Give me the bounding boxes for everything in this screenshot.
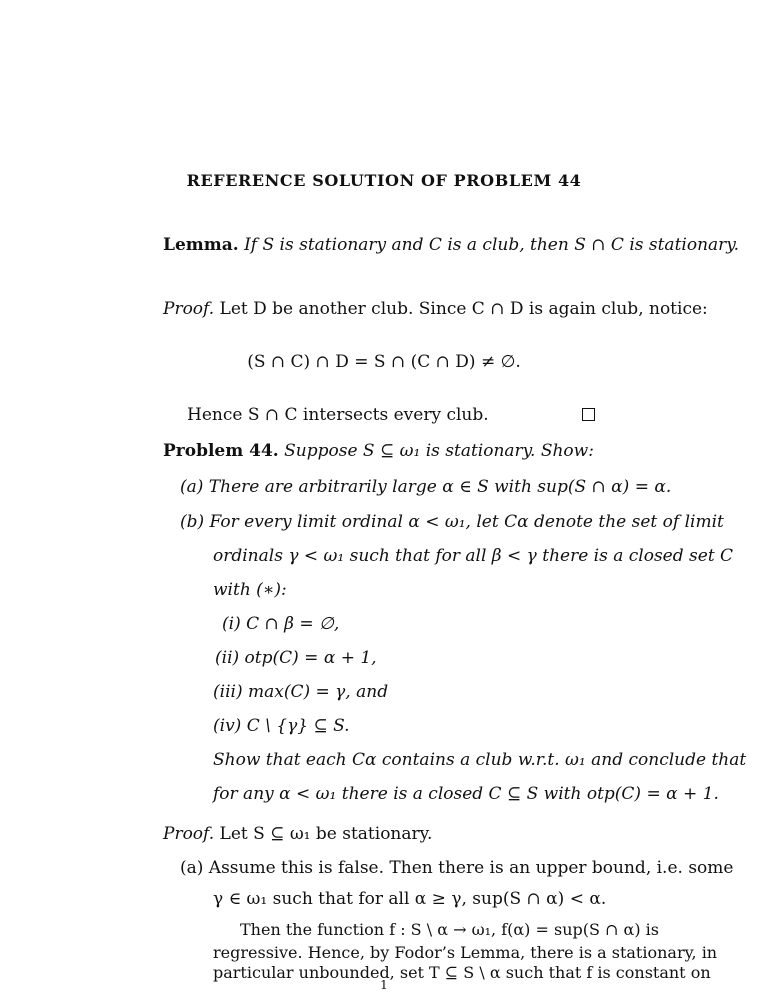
problem-part-b-line-2: ordinals γ < ω₁ such that for all β < γ there is a closed set C [213,546,734,566]
problem-show-line-1: Show that each Cα contains a club w.r.t. ω₁ and conclude that [213,750,747,770]
problem-text: Suppose S ⊆ ω₁ is stationary. Show: [284,441,594,461]
proof-part-a-line-5: particular unbounded, set T ⊆ S \ α such that f is constant on [213,963,711,982]
condition-ii: (ii) otp(C) = α + 1, [215,648,377,668]
proof-part-a-line-3: Then the function f : S \ α → ω₁, f(α) = sup(S ∩ α) is [240,920,659,939]
lemma-label: Lemma. [163,235,239,255]
main-proof-intro [163,823,432,845]
condition-iii: (iii) max(C) = γ, and [213,682,389,702]
lemma-proof-text: Let D be another club. Since C ∩ D is again club, notice: [219,299,708,319]
problem-part-b-line-3: with (∗): [213,580,287,600]
display-equation: (S ∩ C) ∩ D = S ∩ (C ∩ D) ≠ ∅. [247,352,521,372]
problem-show-line-2: for any α < ω₁ there is a closed C ⊆ S with otp(C) = α + 1. [213,784,719,804]
proof-part-a-line-4: regressive. Hence, by Fodor’s Lemma, there is a stationary, in [213,943,718,962]
lemma-proof-intro [163,298,708,320]
lemma-statement: If S is stationary and C is a club, then S ∩ C is stationary. [244,235,740,255]
problem-label: Problem 44. [163,441,279,461]
proof-part-a-line-1: (a) Assume this is false. Then there is an upper bound, i.e. some [180,858,734,878]
lemma [163,234,739,256]
main-proof-text: Let S ⊆ ω₁ be stationary. [219,824,433,844]
page-title: REFERENCE SOLUTION OF PROBLEM 44 [186,171,582,190]
lemma-proof-conclusion: Hence S ∩ C intersects every club. [187,405,489,425]
problem-part-b-line-1: (b) For every limit ordinal α < ω₁, let Cα denote the set of limit [180,512,724,532]
condition-i: (i) C ∩ β = ∅, [222,614,340,634]
proof-part-a-line-2: γ ∈ ω₁ such that for all α ≥ γ, sup(S ∩ α) < α. [213,889,607,909]
problem-part-a: (a) There are arbitrarily large α ∈ S with sup(S ∩ α) = α. [180,477,672,497]
condition-iv: (iv) C \ {γ} ⊆ S. [213,716,350,736]
qed-symbol [582,408,595,421]
proof-label: Proof. [163,299,215,319]
main-proof-label: Proof. [163,824,215,844]
page-number: 1 [380,978,388,992]
problem-statement [163,440,594,462]
